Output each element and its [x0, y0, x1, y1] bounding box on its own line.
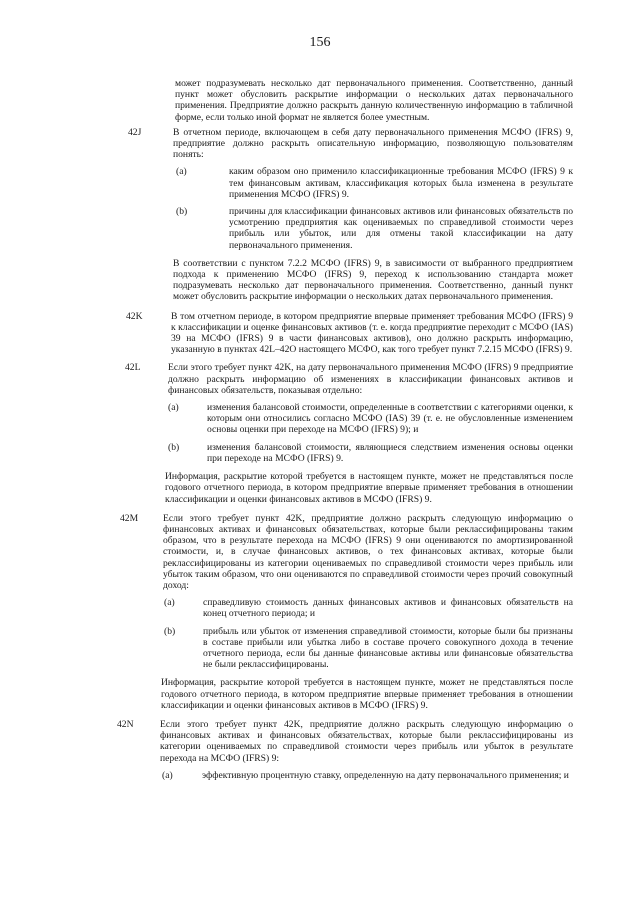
paragraph-42M-note: Информация, раскрытие которой требуется в настоящем пункте, может не представляться после годового отчетного периода, в котором предприятие впервые применяет требования в отношении классификации и оценки финансовых активов в МСФО (IFRS) 9. — [161, 677, 573, 711]
subitem-label: (a) — [176, 166, 187, 178]
paragraph-42M — [0, 513, 640, 591]
subitem-label: (b) — [176, 206, 188, 218]
paragraph-text: Если этого требует пункт 42K, на дату первоначального применения МСФО (IFRS) 9 предприятие должно раскрыть информацию об изменениях в классификации финансовых активов и финансовых обязательств, показывая отдельно: — [168, 362, 573, 396]
subitem-label: (a) — [164, 597, 175, 609]
page-number: 156 — [309, 35, 331, 50]
paragraph-text: В том отчетном периоде, в котором предприятие впервые применяет требования МСФО (IFRS) 9 к классификации и оценке финансовых активов (т. е. когда предприятие переходит с МСФО (IAS) 39 на МСФО (IFRS) 9 в части финансовых активов), оно должно раскрыть информацию, указанную в пунктах 42L–42O настоящего МСФО, как того требует пункт 7.2.15 МСФО (IFRS) 9. — [171, 310, 573, 356]
subitem-42M-a — [0, 597, 640, 619]
subitem-text: изменения балансовой стоимости, являющиеся следствием изменения основы оценки при переходе на МСФО (IFRS) 9. — [207, 441, 573, 464]
paragraph-text: В отчетном периоде, включающем в себя дату первоначального применения МСФО (IFRS) 9, предприятие должно раскрыть описательную информацию, позволяющую пользователям понять: — [173, 126, 573, 161]
paragraph-42L-note: Информация, раскрытие которой требуется в настоящем пункте, может не представляться после годового отчетного периода, в котором предприятие впервые применяет требования в отношении классификации и оценки финансовых активов в МСФО (IFRS) 9. — [165, 471, 573, 505]
paragraph-number: 42L — [125, 362, 141, 374]
subitem-text: прибыль или убыток от изменения справедливой стоимости, которые были бы признаны в составе прибыли или убытка либо в составе прочего совокупного дохода в течение отчетного периода, если бы данные финансовые активы или финансовые обязательства не были реклассифицированы. — [203, 625, 573, 671]
subitem-label: (b) — [164, 625, 176, 637]
subitem-42M-b — [0, 626, 640, 671]
subitem-text: причины для классификации финансовых активов или финансовых обязательств по усмотрению предприятия как оцениваемых по справедливой стоимости через прибыль или убыток, или для отмены такой классификации на дату первоначального применения. — [229, 206, 573, 251]
subitem-text: каким образом оно применило классификационные требования МСФО (IFRS) 9 к тем финансовым активам, классификация которых была изменена в результате применения МСФО (IFRS) 9. — [229, 166, 573, 200]
paragraph-number: 42K — [126, 310, 143, 322]
paragraph-text: Если этого требует пункт 42K, предприятие должно раскрыть следующую информацию о финансовых активах и финансовых обязательствах, которые были реклассифицированы из категории оцениваемых по справедливой стоимости через прибыль или убыток в результате перехода на МСФО (IFRS) 9: — [160, 718, 573, 764]
subitem-text: справедливую стоимость данных финансовых активов и финансовых обязательств на конец отчетного периода; и — [203, 597, 573, 620]
subitem-label: (a) — [162, 769, 173, 781]
page-content — [0, 78, 640, 781]
subitem-label: (b) — [168, 441, 180, 453]
subitem-label: (a) — [168, 402, 179, 414]
paragraph-42J-note: В соответствии с пунктом 7.2.2 МСФО (IFRS) 9, в зависимости от выбранного предприятием подхода к применению МСФО (IFRS) 9, переход к использованию стандарта может подразумевать несколько дат первоначального применения. Соответственно, данный пункт может обусловить раскрытие информации о нескольких датах первоначального применения. — [173, 257, 573, 303]
subitem-42J-a — [0, 166, 640, 200]
paragraph-42J — [0, 127, 640, 161]
paragraph-number: 42N — [117, 718, 134, 730]
paragraph-text: Если этого требует пункт 42K, предприятие должно раскрыть следующую информацию о финансовых активах и финансовых обязательствах, которые были реклассифицированы таким образом, что в результате перехода на МСФО (IFRS) 9 они оцениваются по амортизированной стоимости, и, в случае финансовых активов, о тех финансовых активах, которые были реклассифицированы из категории оцениваемых по справедливой стоимости через прибыль или убыток таким образом, что они оцениваются по справедливой стоимости через прочий совокупный доход: — [163, 512, 573, 591]
subitem-text: эффективную процентную ставку, определенную на дату первоначального применения; и — [202, 769, 569, 781]
paragraph-number: 42M — [120, 512, 139, 524]
intro-paragraph: может подразумевать несколько дат первоначального применения. Соответственно, данный пункт может обусловить раскрытие информации о нескольких датах первоначального применения. Предприятие должно раскрыть данную количественную информацию в табличной форме, если только иной формат не является более уместным. — [175, 78, 573, 123]
subitem-42L-b — [0, 442, 640, 464]
subitem-42L-a — [0, 402, 640, 436]
subitem-42N-a — [0, 770, 640, 781]
paragraph-42L — [0, 362, 640, 396]
subitem-42J-b — [0, 206, 640, 251]
paragraph-42K — [0, 311, 640, 356]
paragraph-number: 42J — [128, 126, 142, 138]
subitem-text: изменения балансовой стоимости, определенные в соответствии с категориями оценки, к которым они относились согласно МСФО (IAS) 39 (т. е. не обусловленные изменением основы оценки при переходе на МСФО (IFRS) 9); и — [207, 402, 573, 436]
paragraph-42N — [0, 719, 640, 764]
